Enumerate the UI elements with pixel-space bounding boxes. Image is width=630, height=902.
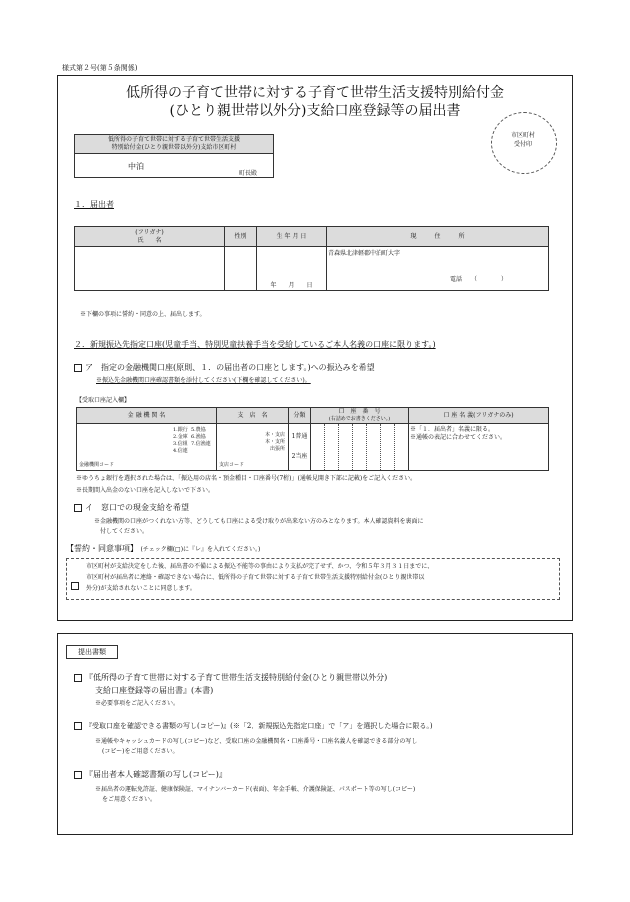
account-digit-box[interactable] (325, 424, 339, 470)
account-digit-box[interactable] (381, 424, 395, 470)
doc-item3-checkbox[interactable] (74, 771, 82, 779)
long-term-note: ※長期間入出金のない口座を記入しないで下さい。 (76, 487, 215, 494)
documents-frame (57, 633, 573, 835)
bank-type: 2.金庫 (173, 434, 188, 440)
stamp-line1: 市区町村 (510, 132, 535, 139)
option-a-checkbox[interactable] (74, 364, 82, 372)
addressee-label (75, 135, 273, 154)
option-b-row[interactable] (74, 503, 189, 513)
account-digit-box[interactable] (353, 424, 367, 470)
account-header (311, 408, 409, 424)
bank-input-cell[interactable] (77, 424, 217, 471)
name-input-cell[interactable] (75, 247, 225, 291)
pledge-heading: 【誓約・同意事項】 (66, 544, 138, 553)
stamp-line2: 受付印 (513, 141, 532, 148)
documents-heading: 提出書類 (66, 645, 118, 659)
type-input-cell[interactable] (289, 424, 311, 471)
section2-heading: ２．新規振込先指定口座(児童手当、特別児童扶養手当を受給しているご本人名義の口座に限ります。) (74, 340, 436, 349)
account-digit-box[interactable] (367, 424, 381, 470)
bank-type: 7.信漁連 (191, 441, 211, 447)
branch-type: 本・支店 (264, 432, 285, 438)
bank-header: 金 融 機 関 名 (77, 408, 217, 424)
type-normal: 1普通 (291, 433, 308, 440)
pledge-line1: 市区町村が支給決定をした後、届出書の不備による振込不能等の事由により支払が完了せず、かつ、令和５年３月３１日までに、 (86, 563, 434, 570)
gender-header: 性別 (225, 227, 257, 247)
bank-types-col2 (191, 427, 211, 448)
pledge-line3: 外分)が支給されないことに同意します。 (86, 585, 196, 592)
option-b-note1: ※金融機関の口座がつくれない方等、どうしても口座による受け取りが出来ない方のみとなります。本人確認資料を裏面に (94, 518, 424, 525)
pledge-checkbox[interactable] (71, 582, 79, 590)
option-b-label: イ 窓口での現金支給を希望 (85, 503, 189, 512)
branch-code-label: 支店コード (219, 462, 245, 468)
account-digit-boxes (311, 424, 408, 470)
option-b-note2: 付してください。 (100, 528, 149, 535)
title-line2: (ひとり親世帯以外分)支給口座登録等の届出書 (169, 103, 461, 119)
gender-input-cell[interactable] (225, 247, 257, 291)
birth-header: 生 年 月 日 (257, 227, 327, 247)
account-number-cell[interactable] (311, 424, 409, 471)
doc-item1-line2: 支給口座登録等の届出書』(本書) (95, 686, 214, 695)
doc-item2-row[interactable] (74, 722, 433, 731)
pledge-heading-row (66, 544, 260, 554)
pledge-note: ※下欄の事項に誓約・同意の上、届出します。 (80, 311, 206, 318)
holder-note1: ※「１．届出者」名義に限る。 (410, 426, 495, 433)
option-a-label: ア 指定の金融機関口座(原則、１．の届出者の口座とします。)への振込みを希望 (85, 363, 375, 372)
type-header: 分類 (289, 408, 311, 424)
doc-item1-checkbox[interactable] (74, 674, 82, 682)
branch-type: 出張所 (269, 446, 285, 452)
bank-type: 6.漁協 (191, 434, 206, 440)
bank-type: 3.信組 (173, 441, 188, 447)
pledge-line2: 市区町村が届出者に連絡・確認できない場合に、低所得の子育て世帯に対する子育て世帯生活支援特別給付金(ひとり親世帯以 (86, 574, 425, 581)
applicant-table (74, 226, 549, 291)
account-header-label: 口 座 番 号 (338, 408, 381, 415)
pledge-text (86, 563, 558, 593)
pledge-checkbox-wrap[interactable] (71, 575, 82, 594)
bank-type: 5.農協 (191, 427, 206, 433)
form-number: 様式第２号(第５条関係) (62, 64, 138, 72)
doc-item2-checkbox[interactable] (74, 722, 82, 730)
doc-item1-note: ※必要事項をご記入ください。 (95, 700, 180, 707)
birth-input-cell[interactable] (257, 247, 327, 291)
municipality-name[interactable]: 中泊 (128, 162, 144, 171)
name-header-cell (75, 227, 225, 247)
phone-label: 電話 （ ） (449, 276, 507, 283)
account-digit-box[interactable] (339, 424, 353, 470)
account-digit-box[interactable] (395, 424, 408, 470)
address-prefix: 青森県北津軽郡中泊町大字 (328, 250, 401, 257)
name-label: 氏 名 (137, 236, 162, 244)
branch-type: 本・支所 (264, 439, 285, 445)
holder-header: 口 座 名 義(フリガナのみ) (409, 408, 549, 424)
bank-type: 4.信連 (173, 448, 188, 454)
address-header: 現 住 所 (327, 227, 549, 247)
birth-fill-label: 年 月 日 (270, 282, 313, 289)
bank-types-col1 (173, 427, 188, 455)
honorific: 町長殿 (239, 170, 258, 177)
account-table (76, 407, 549, 471)
account-digit-box[interactable] (311, 424, 325, 470)
doc-item3-note2: をご用意ください。 (102, 796, 157, 803)
furigana-label: (フリガナ) (135, 228, 164, 236)
title-line1: 低所得の子育て世帯に対する子育て世帯生活支援特別給付金 (126, 85, 504, 101)
doc-item3-note1: ※届出者の運転免許証、健康保険証、マイナンバーカード(表面)、年金手帳、介護保険証、パスポート等の写し(コピー) (95, 786, 416, 793)
account-header-sub: (右詰めでお書きください。) (328, 416, 391, 422)
doc-item1-row[interactable] (74, 673, 387, 683)
yucho-note: ※ゆうちょ銀行を選択された場合は、「振込用の店名・預金種目・口座番号(7桁)」(通帳見開き下部に記載)をご記入ください。 (76, 475, 417, 482)
option-a-row[interactable] (74, 363, 375, 373)
address-input-cell[interactable] (327, 247, 549, 291)
doc-item3-row[interactable] (74, 770, 227, 780)
doc-item3-label: 『届出者本人確認書類の写し(コピー)』 (85, 770, 227, 779)
option-b-checkbox[interactable] (74, 504, 82, 512)
section1-heading: １．届出者 (74, 200, 114, 209)
type-current: 2当座 (291, 453, 308, 460)
holder-note2: ※通帳の表記に合わせてください。 (410, 434, 507, 441)
pledge-heading-note: (チェック欄(□)に『レ』を入れてください。) (140, 546, 261, 553)
doc-item1-line1: 『低所得の子育て世帯に対する子育て世帯生活支援特別給付金(ひとり親世帯以外分) (85, 673, 388, 682)
addressee-label-line2: 特別給付金(ひとり親世帯以外分)支給市区町村 (111, 144, 237, 151)
doc-item2-label: 『受取口座を確認できる書類の写し(コピー)』(※「2．新規振込先指定口座」で「ア」を選択した場合に限る。) (85, 722, 433, 730)
addressee-label-line1: 低所得の子育て世帯に対する子育て世帯生活支援 (107, 136, 240, 143)
branch-input-cell[interactable] (217, 424, 289, 471)
holder-input-cell[interactable] (409, 424, 549, 471)
branch-types (265, 432, 285, 453)
bank-type: 1.銀行 (173, 427, 188, 433)
branch-header: 支 店 名 (217, 408, 289, 424)
option-a-note: ※振込先金融機関口座確認書類を添付してください(下欄を確認してください)。 (96, 377, 311, 384)
bank-code-label: 金融機関コード (79, 462, 115, 468)
doc-item2-note2: (コピー)をご用意ください。 (102, 748, 179, 755)
doc-item2-note1: ※通帳やキャッシュカードの写し(コピー)など、受取口座の金融機関名・口座番号・口座名義人を確認できる部分の写し (95, 738, 418, 745)
account-table-caption: 【受取口座記入欄】 (76, 397, 131, 404)
